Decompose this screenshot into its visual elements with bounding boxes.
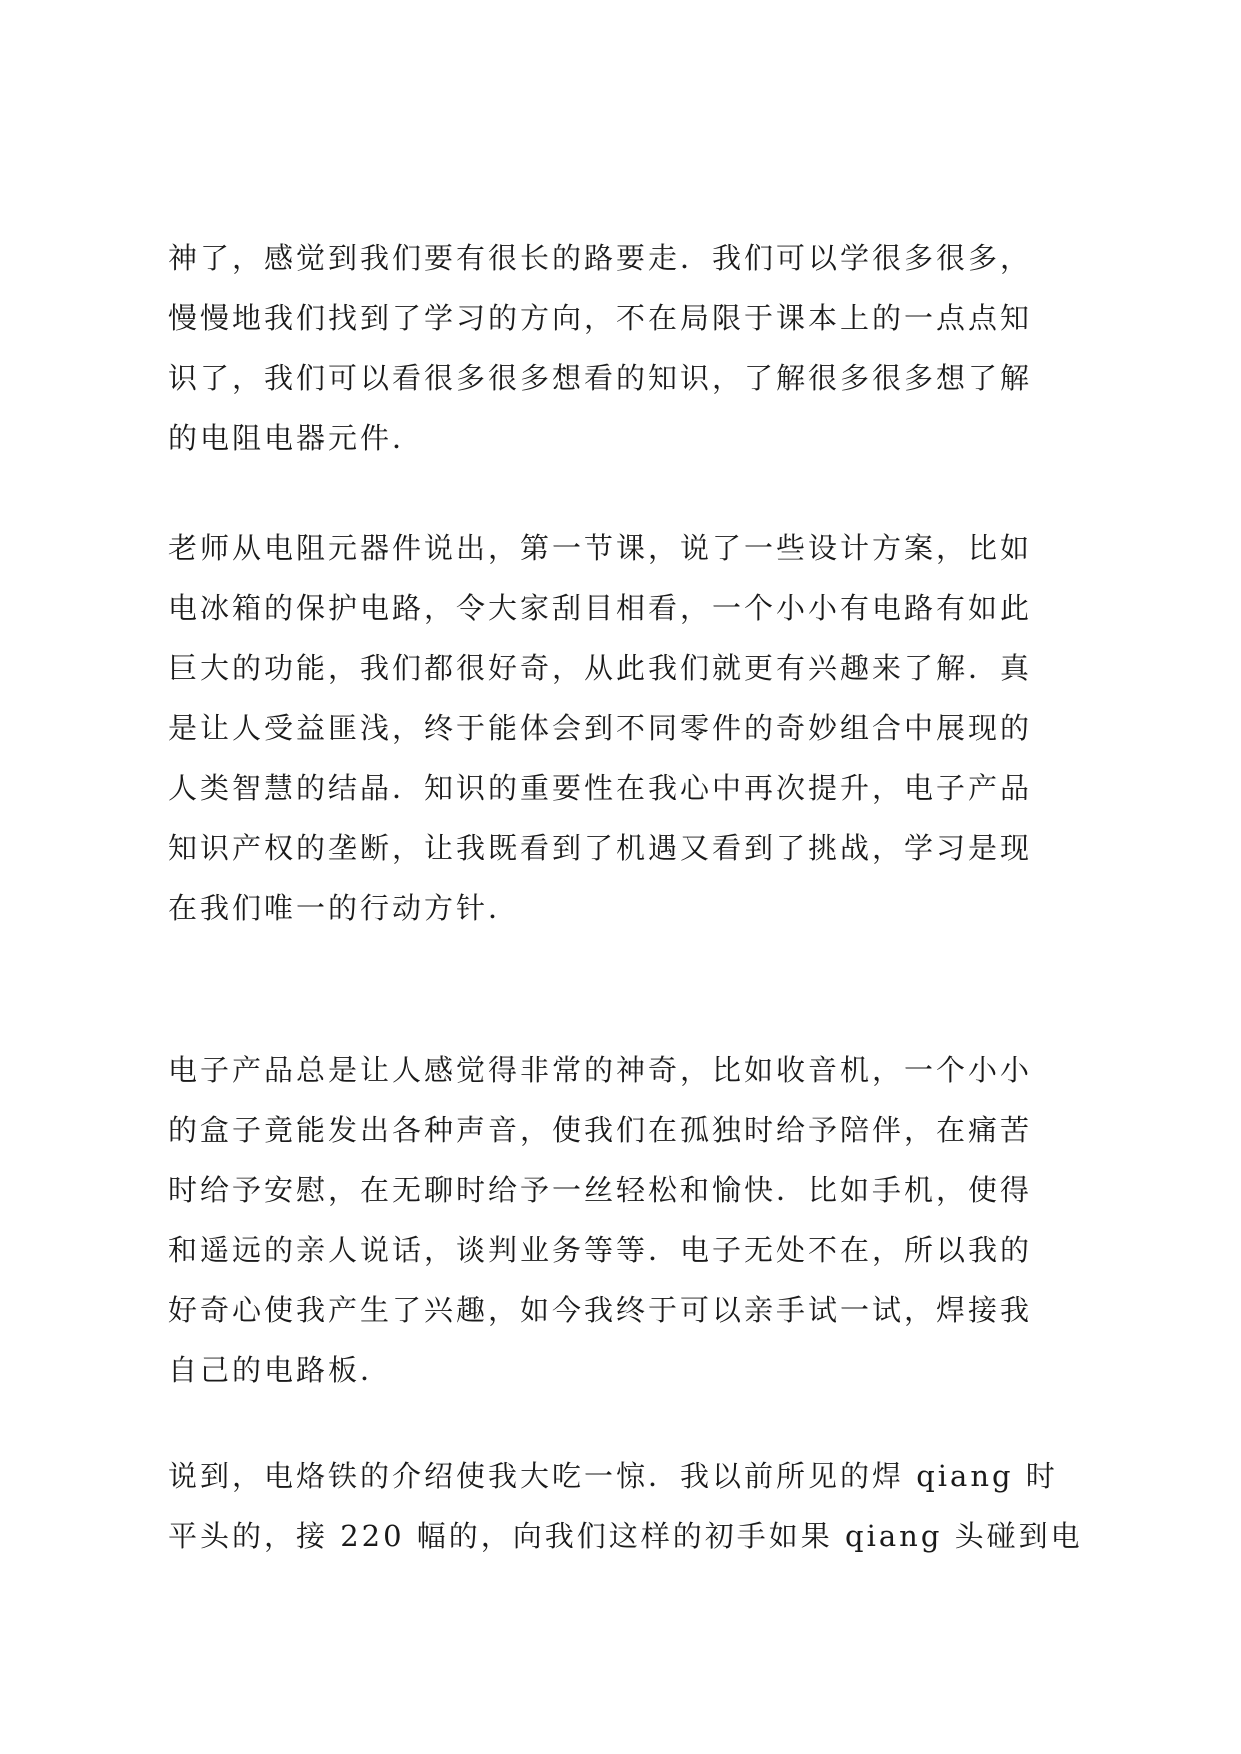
text-line: 好奇心使我产生了兴趣，如今我终于可以亲手试一试，焊接我 <box>168 1293 1033 1327</box>
text-line: 说到，电烙铁的介绍使我大吃一惊．我以前所见的焊 qiang 时 <box>168 1459 1058 1493</box>
text-line: 的电阻电器元件． <box>168 421 425 455</box>
text-line: 巨大的功能，我们都很好奇，从此我们就更有兴趣来了解．真 <box>168 651 1033 685</box>
paragraph-1 <box>168 228 1072 468</box>
text-line: 神了，感觉到我们要有很长的路要走．我们可以学很多很多， <box>168 241 1033 275</box>
paragraph-3 <box>168 1040 1072 1400</box>
text-line: 时给予安慰，在无聊时给予一丝轻松和愉快．比如手机，使得 <box>168 1173 1033 1207</box>
text-line: 人类智慧的结晶．知识的重要性在我心中再次提升，电子产品 <box>168 771 1033 805</box>
text-line: 在我们唯一的行动方针． <box>168 891 521 925</box>
text-line: 老师从电阻元器件说出，第一节课，说了一些设计方案，比如 <box>168 531 1033 565</box>
text-line: 电冰箱的保护电路，令大家刮目相看，一个小小有电路有如此 <box>168 591 1033 625</box>
text-line: 和遥远的亲人说话，谈判业务等等．电子无处不在，所以我的 <box>168 1233 1033 1267</box>
text-line: 平头的，接 220 幅的，向我们这样的初手如果 qiang 头碰到电 <box>168 1519 1083 1553</box>
text-line: 电子产品总是让人感觉得非常的神奇，比如收音机，一个小小 <box>168 1053 1033 1087</box>
text-line: 识了，我们可以看很多很多想看的知识，了解很多很多想了解 <box>168 361 1033 395</box>
text-line: 慢慢地我们找到了学习的方向，不在局限于课本上的一点点知 <box>168 301 1033 335</box>
paragraph-4 <box>168 1446 1083 1566</box>
text-line: 的盒子竟能发出各种声音，使我们在孤独时给予陪伴，在痛苦 <box>168 1113 1033 1147</box>
paragraph-2 <box>168 518 1072 938</box>
text-line: 是让人受益匪浅，终于能体会到不同零件的奇妙组合中展现的 <box>168 711 1033 745</box>
text-line: 知识产权的垄断，让我既看到了机遇又看到了挑战，学习是现 <box>168 831 1033 865</box>
text-line: 自己的电路板． <box>168 1353 393 1387</box>
